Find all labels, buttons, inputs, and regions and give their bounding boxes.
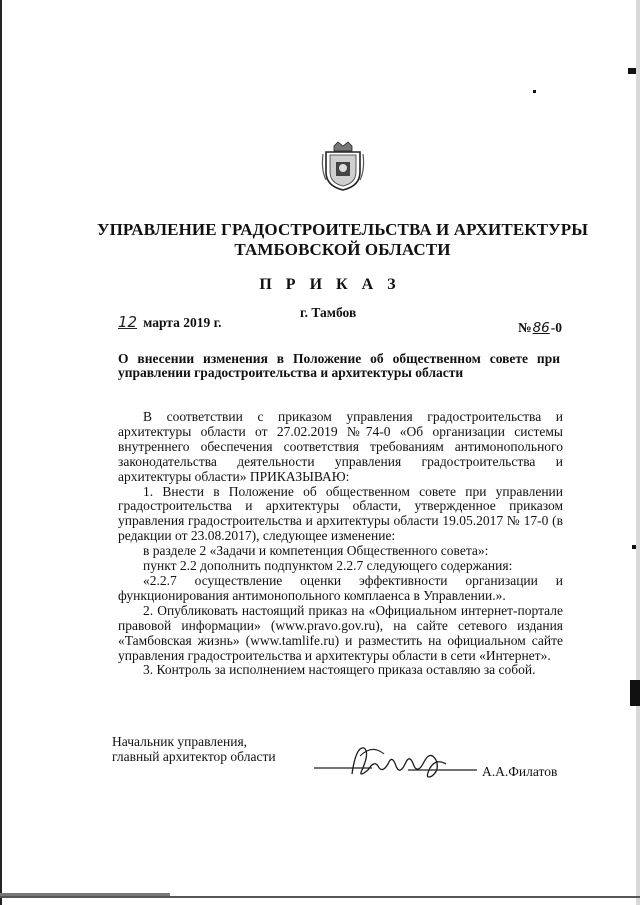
signer-position-line1: Начальник управления, [112,734,248,749]
paragraph-item-3: 3. Контроль за исполнением настоящего приказа оставляю за собой. [143,662,536,678]
document-subject: О внесении изменения в Положение об общественном совете при управлении градостроительства и архитектуры области [118,351,560,380]
paragraph-preamble: В соответствии с приказом управления градостроительства и архитектуры области от 27.02.2019 №74-0 «Об организации системы внутреннего обеспечения соответствия требованиям антимонопольного законодательства деятельности управления градостроительства и архитектуры области» ПРИКАЗЫВАЮ: [118,409,563,484]
scan-mark [533,90,536,93]
organization-title-line2: ТАМБОВСКОЙ ОБЛАСТИ [234,240,451,259]
scan-edge-left [0,0,2,905]
organization-title-line1: УПРАВЛЕНИЕ ГРАДОСТРОИТЕЛЬСТВА И АРХИТЕКТУРЫ [97,220,588,239]
number-handwritten: 86 [532,320,550,336]
scan-edge-right [636,0,640,905]
document-number [518,320,562,336]
number-suffix: -0 [550,320,563,335]
scan-edge-bottom [0,896,640,898]
paragraph-section-ref: в разделе 2 «Задачи и компетенция Общественного совета»: [143,543,489,559]
document-type: П Р И К А З [259,276,401,293]
city: г. Тамбов [300,305,357,320]
signer-name: А.А.Филатов [482,764,558,779]
paragraph-clause-ref: пункт 2.2 дополнить подпунктом 2.2.7 следующего содержания: [143,558,513,574]
signer-position [112,734,276,764]
document-body [118,410,563,678]
scan-mark [628,68,636,74]
signer-position-line2: главный архитектор области [112,749,276,764]
coat-of-arms-icon [320,140,366,192]
paragraph-item-1: 1. Внести в Положение об общественном совете при управлении градостроительства и архитектуры области, утвержденное приказом управления градостроительства и архитектуры области 19.05.2017 № 17-0 (в редакции от 23.08.2017), следующее изменение: [118,483,563,544]
paragraph-new-clause: «2.2.7 осуществление оценки эффективности организации и функционирования антимонопольного комплаенса в Управлении.». [118,572,563,603]
number-prefix: № [518,320,532,335]
date-month-year: марта 2019 г. [143,315,222,330]
scan-mark [632,545,636,549]
paragraph-item-2: 2. Опубликовать настоящий приказ на «Официальном интернет-портале правовой информации» (www.pravo.gov.ru), на сайте сетевого издания «Тамбовская жизнь» (www.tamlife.ru) и разместить на официальном сайте управления градостроительства и архитектуры области в сети «Интернет». [118,602,563,663]
date-day-handwritten: 12 [118,313,138,331]
scan-mark [630,680,640,706]
document-date [118,313,222,331]
handwritten-signature [312,740,477,790]
organization-title [70,220,615,260]
